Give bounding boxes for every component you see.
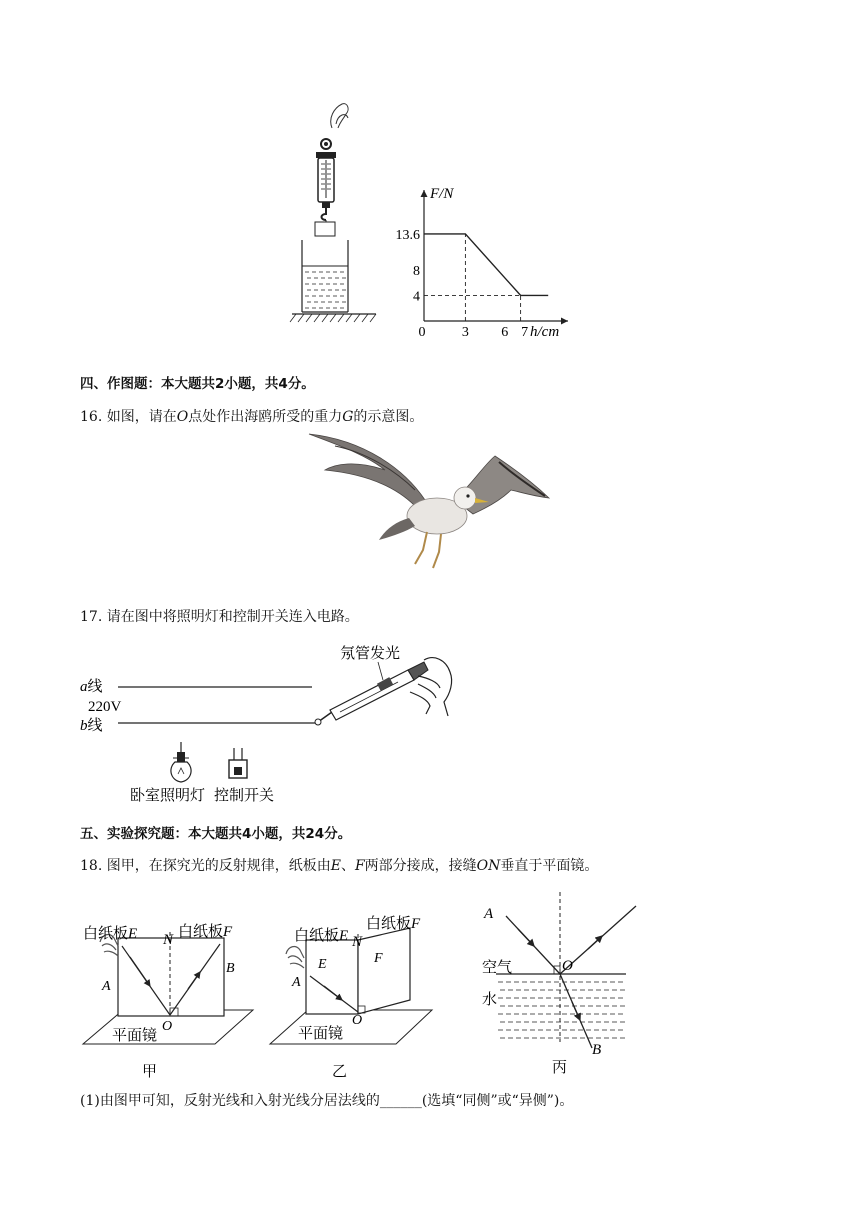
circuit-figure bbox=[78, 636, 468, 806]
lamp-label: 卧室照明灯 bbox=[130, 788, 206, 804]
answer-blank[interactable]: ______ bbox=[379, 1093, 422, 1109]
y-axis-label: F/N bbox=[430, 186, 454, 202]
svg-text:平面镜: 平面镜 bbox=[112, 1028, 158, 1044]
svg-text:丙: 丙 bbox=[552, 1060, 568, 1076]
svg-text:B: B bbox=[592, 1042, 602, 1058]
svg-text:白纸板F: 白纸板F bbox=[178, 924, 233, 940]
svg-text:平面镜: 平面镜 bbox=[298, 1026, 344, 1042]
metal-block bbox=[315, 222, 335, 236]
question-16: 16. 如图，请在O点处作出海鸥所受的重力G的示意图。 bbox=[80, 409, 424, 425]
figure-jia bbox=[78, 912, 258, 1082]
switch-icon bbox=[229, 748, 247, 778]
lamp-icon bbox=[171, 742, 191, 782]
svg-text:O: O bbox=[562, 958, 573, 974]
svg-text:O: O bbox=[352, 1013, 363, 1028]
force-series-line bbox=[424, 234, 548, 295]
section-5-heading: 五、实验探究题：本大题共4小题，共24分。 bbox=[80, 826, 352, 842]
figure-yi bbox=[268, 906, 438, 1082]
question-17: 17. 请在图中将照明灯和控制开关连入电路。 bbox=[80, 609, 359, 625]
hook-icon bbox=[322, 208, 327, 220]
svg-text:A: A bbox=[102, 979, 111, 994]
svg-text:甲: 甲 bbox=[142, 1064, 158, 1080]
svg-text:A: A bbox=[484, 906, 494, 922]
spring-scale-figure bbox=[288, 100, 388, 330]
hand-icon bbox=[331, 104, 348, 128]
x-tick-label: 0 bbox=[418, 325, 426, 340]
voltage-label: 220V bbox=[88, 699, 122, 715]
svg-text:水: 水 bbox=[482, 992, 498, 1008]
question-18-part-1: (1)由图甲可知，反射光线和入射光线分居法线的______(选填“同侧”或“异侧”)。 bbox=[80, 1093, 574, 1109]
figure-bing bbox=[476, 888, 646, 1078]
svg-text:F: F bbox=[374, 951, 383, 966]
svg-text:N: N bbox=[352, 934, 363, 950]
switch-label: 控制开关 bbox=[214, 788, 275, 804]
svg-text:白纸板F: 白纸板F bbox=[366, 916, 421, 932]
x-tick-label: 3 bbox=[461, 325, 469, 340]
svg-text:乙: 乙 bbox=[332, 1064, 348, 1080]
wire-a-label: a线 bbox=[80, 677, 103, 695]
x-tick-label: 7 bbox=[521, 325, 529, 340]
svg-text:白纸板E: 白纸板E bbox=[294, 928, 349, 944]
svg-text:E: E bbox=[318, 957, 327, 972]
question-18: 18. 图甲，在探究光的反射规律，纸板由E、F两部分接成，接缝ON垂直于平面镜。 bbox=[80, 858, 599, 874]
water-lines bbox=[305, 272, 346, 308]
y-tick-label: 4 bbox=[413, 289, 420, 305]
svg-text:空气: 空气 bbox=[482, 960, 513, 976]
x-tick-label: 6 bbox=[501, 325, 509, 340]
svg-text:A: A bbox=[292, 975, 301, 990]
wire-b-label: b线 bbox=[80, 716, 103, 734]
y-tick-label: 13.6 bbox=[395, 227, 420, 243]
neon-label: 氖管发光 bbox=[340, 646, 401, 662]
hand-icon bbox=[286, 947, 304, 968]
x-axis-label: h/cm bbox=[530, 324, 560, 340]
seagull-image bbox=[305, 430, 555, 575]
test-pen-icon bbox=[315, 662, 428, 725]
force-depth-graph bbox=[388, 180, 578, 342]
svg-text:白纸板E: 白纸板E bbox=[83, 926, 138, 942]
svg-text:B: B bbox=[226, 961, 235, 976]
svg-text:O: O bbox=[162, 1019, 173, 1034]
y-tick-label: 8 bbox=[413, 263, 420, 279]
svg-text:N: N bbox=[163, 932, 174, 948]
section-4-heading: 四、作图题：本大题共2小题，共4分。 bbox=[80, 376, 315, 392]
